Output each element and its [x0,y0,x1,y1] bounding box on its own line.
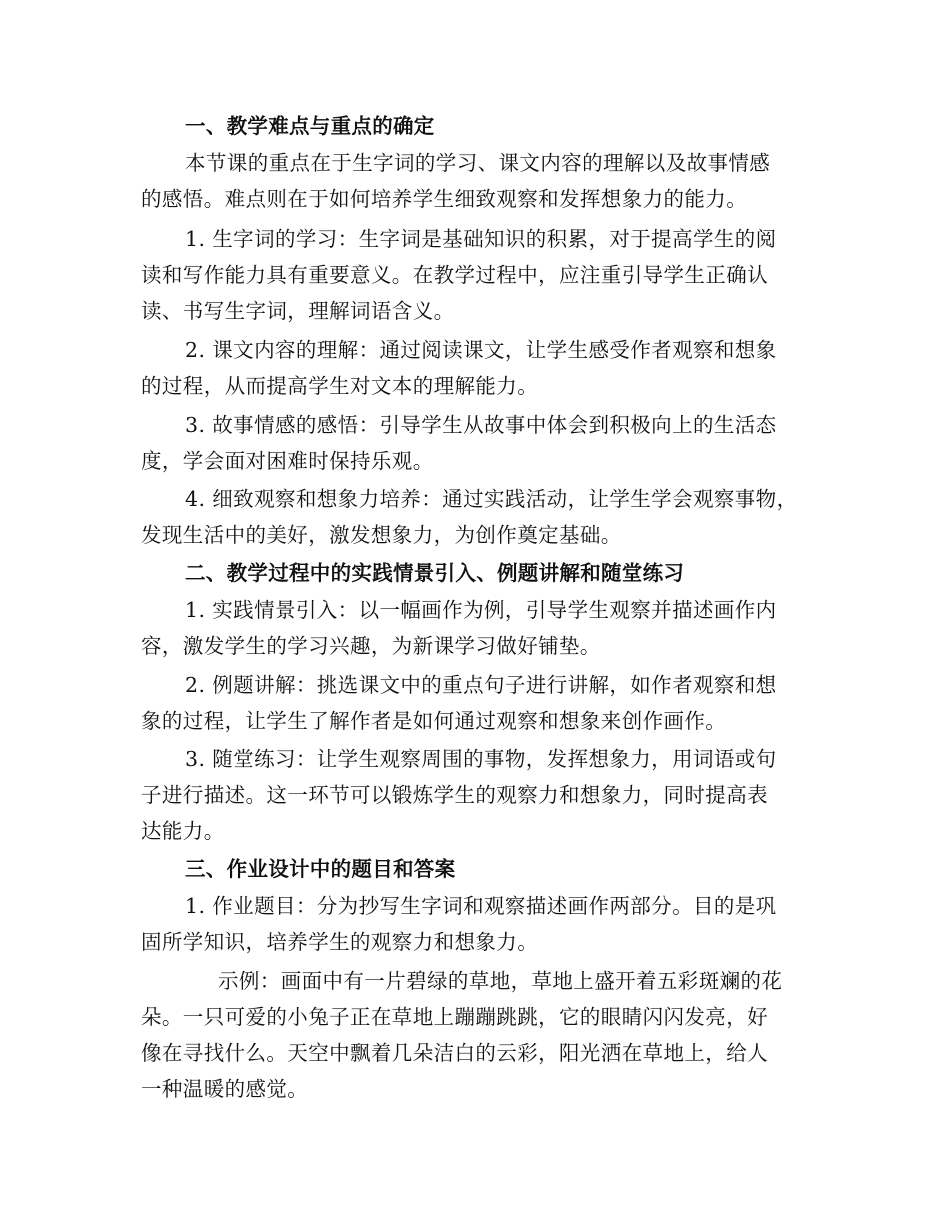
paragraph-line: 固所学知识，培养学生的观察力和想象力。 [141,930,539,954]
paragraph-line: 度，学会面对困难时保持乐观。 [141,449,434,473]
paragraph-line: 的感悟。难点则在于如何培养学生细致观察和发挥想象力的能力。 [141,187,748,211]
paragraph-line: 容，激发学生的学习兴趣，为新课学习做好铺垫。 [141,634,601,658]
example-line: 像在寻找什么。天空中飘着几朵洁白的云彩，阳光洒在草地上，给人 [141,1041,768,1065]
paragraph-line: 读、书写生字词，理解词语含义。 [141,299,455,323]
paragraph-line: 象的过程，让学生了解作者是如何通过观察和想象来创作画作。 [141,709,727,733]
paragraph-line: 3. 随堂练习：让学生观察周围的事物，发挥想象力，用词语或句 [185,747,777,771]
paragraph-line: 的过程，从而提高学生对文本的理解能力。 [141,374,539,398]
paragraph-line: 发现生活中的美好，激发想象力，为创作奠定基础。 [141,523,622,547]
section-heading-2: 二、教学过程中的实践情景引入、例题讲解和随堂练习 [185,561,685,585]
paragraph-line: 2. 例题讲解：挑选课文中的重点句子进行讲解，如作者观察和想 [185,673,777,697]
paragraph-line: 子进行描述。这一环节可以锻炼学生的观察力和想象力，同时提高表 [141,783,768,807]
section-heading-3: 三、作业设计中的题目和答案 [185,857,456,881]
paragraph-line: 达能力。 [141,819,225,843]
paragraph-line: 3. 故事情感的感悟：引导学生从故事中体会到积极向上的生活态 [185,413,777,437]
example-line: 一种温暖的感觉。 [141,1077,309,1101]
paragraph-line: 4. 细致观察和想象力培养：通过实践活动，让学生学会观察事物， [185,487,798,511]
example-line: 朵。一只可爱的小兔子正在草地上蹦蹦跳跳，它的眼睛闪闪发亮，好 [141,1005,768,1029]
paragraph-line: 1. 生字词的学习：生字词是基础知识的积累，对于提高学生的阅 [185,227,777,251]
section-heading-1: 一、教学难点与重点的确定 [185,114,435,138]
paragraph-line: 本节课的重点在于生字词的学习、课文内容的理解以及故事情感 [185,151,771,175]
paragraph-line: 读和写作能力具有重要意义。在教学过程中，应注重引导学生正确认 [141,263,768,287]
paragraph-line: 2. 课文内容的理解：通过阅读课文，让学生感受作者观察和想象 [185,338,777,362]
paragraph-line: 1. 作业题目：分为抄写生字词和观察描述画作两部分。目的是巩 [185,894,777,918]
example-line: 示例：画面中有一片碧绿的草地，草地上盛开着五彩斑斓的花 [218,969,783,993]
paragraph-line: 1. 实践情景引入：以一幅画作为例，引导学生观察并描述画作内 [185,598,777,622]
